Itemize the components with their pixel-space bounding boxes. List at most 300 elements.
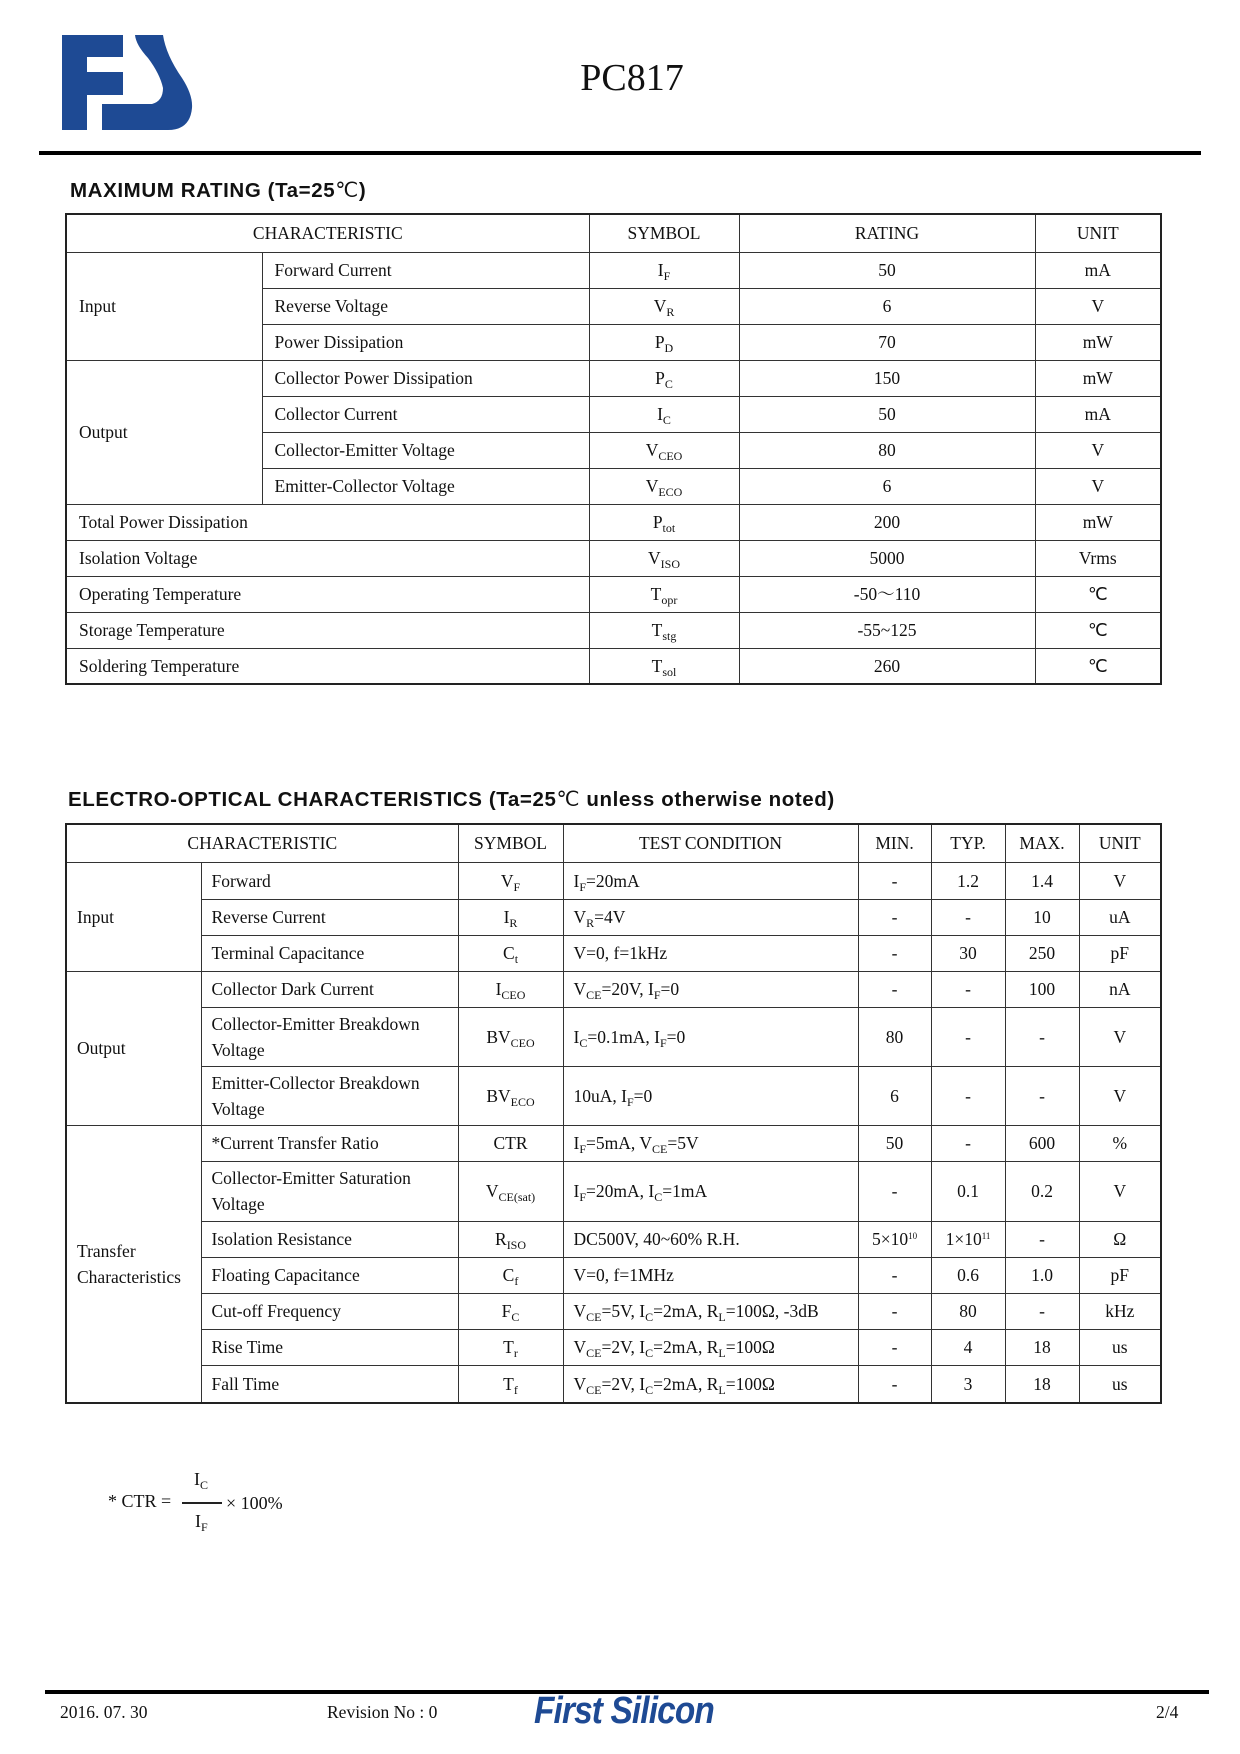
unit-cell: ℃	[1035, 612, 1161, 648]
subscript: F	[579, 879, 587, 894]
min-cell: -	[858, 1161, 931, 1221]
subscript: t	[514, 952, 519, 966]
symbol-cell	[458, 1329, 563, 1365]
rating-cell: -55~125	[739, 612, 1035, 648]
subscript: C	[579, 1035, 588, 1050]
max-rating-heading	[70, 178, 366, 203]
text-segment: I	[495, 979, 502, 999]
subscript: CEO	[510, 1035, 535, 1050]
brand-logo-text: First Silicon	[534, 1690, 714, 1732]
symbol-cell	[589, 468, 739, 504]
subscript: C	[664, 377, 673, 391]
unit-cell: V	[1079, 1066, 1161, 1125]
text-segment: I	[657, 260, 664, 280]
text-segment: CTR	[493, 1133, 528, 1153]
heading-text: ELECTRO-OPTICAL CHARACTERISTICS (Ta=25	[68, 788, 557, 811]
max-cell: -	[1005, 1066, 1079, 1125]
max-cell: 18	[1005, 1329, 1079, 1365]
min-cell: -	[858, 1329, 931, 1365]
subscript: CE	[651, 1142, 668, 1156]
rating-cell: 260	[739, 648, 1035, 684]
rating-cell: 70	[739, 324, 1035, 360]
characteristic-cell: Emitter-Collector Breakdown Voltage	[201, 1066, 458, 1125]
subscript: L	[718, 1310, 726, 1324]
group-label: Output	[66, 360, 262, 504]
typ-cell: -	[931, 1007, 1005, 1066]
text-segment: V	[573, 1301, 587, 1321]
subscript: CEO	[658, 449, 683, 463]
characteristic-cell: Collector Power Dissipation	[262, 360, 589, 396]
symbol-cell	[458, 1125, 563, 1161]
characteristic-cell: Collector-Emitter Breakdown Voltage	[201, 1007, 458, 1066]
footer-page-number: 2/4	[1156, 1702, 1179, 1722]
unit-cell: V	[1079, 862, 1161, 899]
text-segment: =1mA	[662, 1181, 708, 1201]
text-segment: =5V	[667, 1133, 699, 1153]
group-label: Transfer Characteristics	[66, 1125, 201, 1403]
unit-cell: mW	[1035, 324, 1161, 360]
subscript: C	[645, 1310, 654, 1324]
min-cell: 50	[858, 1125, 931, 1161]
text-segment: I	[573, 1133, 580, 1153]
column-header: TEST CONDITION	[563, 824, 858, 862]
subscript: L	[718, 1346, 726, 1360]
table-row	[66, 1007, 1161, 1066]
table-row	[66, 540, 1161, 576]
subscript: f	[513, 1382, 518, 1397]
table-row	[66, 1329, 1161, 1365]
symbol-cell	[589, 252, 739, 288]
group-label: Output	[66, 971, 201, 1125]
symbol-cell	[589, 612, 739, 648]
heading-end: )	[358, 179, 367, 202]
text-segment: BV	[486, 1085, 511, 1106]
text-segment: V	[573, 907, 587, 927]
text-segment: V	[645, 476, 659, 496]
text-segment: =0	[666, 1026, 686, 1047]
test-condition-cell	[563, 1125, 858, 1161]
typ-cell: -	[931, 1125, 1005, 1161]
text-segment: V	[573, 1373, 587, 1394]
text-segment: =2mA, R	[653, 1301, 719, 1321]
subscript: CE	[586, 988, 602, 1002]
characteristic-cell: Reverse Voltage	[262, 288, 589, 324]
text-segment: T	[651, 655, 663, 676]
subscript: L	[718, 1382, 726, 1397]
unit-cell: ℃	[1035, 576, 1161, 612]
rating-cell: 50	[739, 252, 1035, 288]
subscript: F	[201, 1520, 208, 1534]
text-segment: =0	[633, 1085, 653, 1106]
symbol-cell	[458, 1066, 563, 1125]
subscript: F	[653, 988, 661, 1002]
max-rating-table	[65, 213, 1162, 685]
table-row	[66, 1125, 1161, 1161]
text-segment: =2V, I	[601, 1373, 646, 1394]
text-segment: T	[650, 584, 662, 604]
subscript: D	[664, 341, 674, 355]
test-condition-cell	[563, 1293, 858, 1329]
max-cell: 1.4	[1005, 862, 1079, 899]
typ-cell: -	[931, 971, 1005, 1007]
subscript: CE	[586, 1346, 602, 1360]
symbol-cell	[589, 648, 739, 684]
min-cell: 80	[858, 1007, 931, 1066]
text-segment: C	[503, 943, 515, 963]
characteristic-cell: Total Power Dissipation	[66, 504, 589, 540]
min-cell: 6	[858, 1066, 931, 1125]
rating-cell: -50～110	[739, 576, 1035, 612]
column-header: MIN.	[858, 824, 931, 862]
text-segment: I	[573, 1026, 580, 1047]
text-segment: V=0, f=1MHz	[573, 1265, 674, 1285]
max-cell: 0.2	[1005, 1161, 1079, 1221]
table-row	[66, 360, 1161, 396]
max-cell: 10	[1005, 899, 1079, 935]
unit-cell: V	[1035, 468, 1161, 504]
characteristic-cell: Storage Temperature	[66, 612, 589, 648]
unit-cell: nA	[1079, 971, 1161, 1007]
text-segment: =20mA	[586, 870, 640, 891]
page-title: PC817	[580, 57, 684, 99]
max-cell: 1.0	[1005, 1257, 1079, 1293]
subscript: C	[645, 1382, 654, 1397]
subscript: opr	[661, 593, 678, 607]
subscript: C	[662, 413, 671, 427]
min-cell	[858, 1221, 931, 1257]
rating-cell: 80	[739, 432, 1035, 468]
characteristic-cell: Collector Dark Current	[201, 971, 458, 1007]
unit-cell: ℃	[1035, 648, 1161, 684]
footer-revision: Revision No : 0	[327, 1702, 438, 1722]
heading-text: MAXIMUM RATING (Ta=25	[70, 179, 336, 202]
text-segment: BV	[486, 1026, 511, 1047]
text-segment: =0	[660, 979, 680, 999]
characteristic-cell: Fall Time	[201, 1365, 458, 1403]
characteristic-cell: Isolation Voltage	[66, 540, 589, 576]
subscript: tot	[662, 521, 676, 535]
rating-cell: 5000	[739, 540, 1035, 576]
typ-cell: 1.2	[931, 862, 1005, 899]
text-segment: V	[653, 296, 667, 316]
text-segment: T	[503, 1337, 514, 1357]
characteristic-cell: Collector-Emitter Voltage	[262, 432, 589, 468]
unit-cell: mW	[1035, 360, 1161, 396]
text-segment: P	[655, 368, 665, 388]
footer-date: 2016. 07. 30	[60, 1702, 148, 1722]
table-row	[66, 1365, 1161, 1403]
text-segment: V	[645, 440, 659, 460]
text-segment: 10uA, I	[573, 1085, 627, 1106]
symbol-cell	[589, 324, 739, 360]
subscript: R	[666, 305, 675, 319]
unit-cell: Vrms	[1035, 540, 1161, 576]
subscript: C	[511, 1310, 520, 1324]
rating-cell: 200	[739, 504, 1035, 540]
unit-cell: %	[1079, 1125, 1161, 1161]
rating-cell: 6	[739, 468, 1035, 504]
column-header: UNIT	[1079, 824, 1161, 862]
table-row	[66, 576, 1161, 612]
subscript: C	[654, 1190, 663, 1204]
characteristic-cell: Terminal Capacitance	[201, 935, 458, 971]
characteristic-cell: Forward Current	[262, 252, 589, 288]
text-segment: =2mA, R	[653, 1337, 719, 1357]
subscript: ECO	[658, 485, 683, 499]
typ-cell: 0.1	[931, 1161, 1005, 1221]
column-header: CHARACTERISTIC	[66, 214, 589, 252]
text-segment: I	[503, 907, 510, 927]
symbol-cell	[458, 1007, 563, 1066]
column-header: SYMBOL	[589, 214, 739, 252]
text-segment: =20V, I	[601, 979, 654, 999]
max-cell: 100	[1005, 971, 1079, 1007]
subscript: ISO	[660, 557, 680, 571]
subscript: C	[645, 1346, 654, 1360]
typ-cell: 0.6	[931, 1257, 1005, 1293]
max-cell: 18	[1005, 1365, 1079, 1403]
ctr-denominator	[195, 1511, 208, 1532]
characteristic-cell: Cut-off Frequency	[201, 1293, 458, 1329]
min-cell: -	[858, 971, 931, 1007]
symbol-cell	[589, 540, 739, 576]
max-cell: 250	[1005, 935, 1079, 971]
unit-cell: mA	[1035, 396, 1161, 432]
column-header: TYP.	[931, 824, 1005, 862]
subscript: F	[659, 1035, 667, 1050]
min-cell: -	[858, 1365, 931, 1403]
unit-cell: us	[1079, 1365, 1161, 1403]
characteristic-cell: Rise Time	[201, 1329, 458, 1365]
unit-cell: kHz	[1079, 1293, 1161, 1329]
characteristic-cell: Soldering Temperature	[66, 648, 589, 684]
subscript: CE	[586, 1382, 602, 1397]
subscript: R	[586, 916, 595, 930]
subscript: F	[626, 1094, 634, 1109]
typ-cell: 30	[931, 935, 1005, 971]
test-condition-cell	[563, 971, 858, 1007]
symbol-cell	[458, 935, 563, 971]
symbol-cell	[458, 1293, 563, 1329]
characteristic-cell: Emitter-Collector Voltage	[262, 468, 589, 504]
text-segment: V	[573, 979, 587, 999]
subscript: stg	[662, 629, 677, 643]
column-header: MAX.	[1005, 824, 1079, 862]
superscript: 11	[981, 1231, 991, 1241]
table-row	[66, 504, 1161, 540]
test-condition-cell	[563, 935, 858, 971]
text-segment: 1×10	[945, 1229, 982, 1249]
table-row	[66, 612, 1161, 648]
text-segment: P	[652, 512, 663, 532]
text-segment: =100Ω, -3dB	[725, 1301, 819, 1321]
min-cell: -	[858, 862, 931, 899]
characteristic-cell: *Current Transfer Ratio	[201, 1125, 458, 1161]
max-cell: -	[1005, 1007, 1079, 1066]
test-condition-cell	[563, 1221, 858, 1257]
symbol-cell	[589, 360, 739, 396]
test-condition-cell	[563, 1329, 858, 1365]
table-row	[66, 648, 1161, 684]
subscript: f	[514, 1274, 519, 1288]
typ-cell: 3	[931, 1365, 1005, 1403]
table-header-row	[66, 214, 1161, 252]
test-condition-cell	[563, 1066, 858, 1125]
test-condition-cell	[563, 899, 858, 935]
text-segment: =2V, I	[601, 1337, 646, 1357]
unit-cell: us	[1079, 1329, 1161, 1365]
table-row	[66, 1221, 1161, 1257]
symbol-cell	[589, 288, 739, 324]
symbol-cell	[589, 576, 739, 612]
max-cell: -	[1005, 1293, 1079, 1329]
unit-cell: Ω	[1079, 1221, 1161, 1257]
table-row	[66, 1257, 1161, 1293]
characteristic-cell: Collector-Emitter Saturation Voltage	[201, 1161, 458, 1221]
test-condition-cell	[563, 1007, 858, 1066]
characteristic-cell: Isolation Resistance	[201, 1221, 458, 1257]
text-segment: V	[648, 548, 661, 568]
max-cell: 600	[1005, 1125, 1079, 1161]
column-header: RATING	[739, 214, 1035, 252]
table-row	[66, 971, 1161, 1007]
ctr-formula	[108, 1469, 408, 1545]
superscript: 10	[908, 1231, 918, 1241]
column-header: SYMBOL	[458, 824, 563, 862]
text-segment: V	[485, 1181, 499, 1201]
subscript: r	[513, 1346, 518, 1360]
fraction-bar	[182, 1502, 222, 1504]
symbol-cell	[458, 899, 563, 935]
text-segment: V=0, f=1kHz	[573, 943, 668, 963]
text-segment: =0.1mA, I	[587, 1026, 660, 1047]
text-segment: =100Ω	[725, 1337, 775, 1357]
symbol-cell	[458, 1365, 563, 1403]
table-row	[66, 935, 1161, 971]
text-segment: =2mA, R	[653, 1373, 719, 1394]
text-segment: I	[573, 870, 580, 891]
typ-cell: -	[931, 1066, 1005, 1125]
rating-cell: 150	[739, 360, 1035, 396]
subscript: CEO	[501, 988, 526, 1002]
subscript: C	[200, 1478, 209, 1492]
unit-cell: V	[1079, 1007, 1161, 1066]
symbol-cell	[458, 862, 563, 899]
group-label: Input	[66, 862, 201, 971]
subscript: ISO	[506, 1238, 527, 1252]
min-cell: -	[858, 899, 931, 935]
text-segment: =4V	[594, 907, 626, 927]
characteristic-cell: Forward	[201, 862, 458, 899]
text-segment: =100Ω	[725, 1373, 775, 1394]
unit-cell: mA	[1035, 252, 1161, 288]
table-row	[66, 899, 1161, 935]
subscript: ECO	[510, 1094, 535, 1109]
text-segment: T	[651, 620, 663, 640]
text-segment: I	[194, 1469, 200, 1489]
characteristic-cell: Operating Temperature	[66, 576, 589, 612]
heading-end: unless otherwise noted)	[580, 788, 835, 811]
min-cell: -	[858, 1257, 931, 1293]
rating-cell: 50	[739, 396, 1035, 432]
text-segment: C	[502, 1265, 515, 1285]
table-row	[66, 1066, 1161, 1125]
test-condition-cell	[563, 1257, 858, 1293]
symbol-cell	[458, 1221, 563, 1257]
rating-cell: 6	[739, 288, 1035, 324]
column-header: CHARACTERISTIC	[66, 824, 458, 862]
subscript: F	[579, 1142, 587, 1156]
text-segment: I	[657, 404, 663, 424]
text-segment: I	[195, 1511, 201, 1531]
subscript: CE	[586, 1310, 602, 1324]
table-row	[66, 862, 1161, 899]
characteristic-cell: Collector Current	[262, 396, 589, 432]
typ-cell: 80	[931, 1293, 1005, 1329]
header-divider	[39, 151, 1201, 155]
test-condition-cell	[563, 1161, 858, 1221]
column-header: UNIT	[1035, 214, 1161, 252]
symbol-cell	[589, 396, 739, 432]
symbol-cell	[458, 1257, 563, 1293]
text-segment: V	[573, 1337, 587, 1357]
characteristic-cell: Power Dissipation	[262, 324, 589, 360]
test-condition-cell	[563, 862, 858, 899]
typ-cell: -	[931, 899, 1005, 935]
unit-cell: mW	[1035, 504, 1161, 540]
subscript: sol	[662, 664, 677, 679]
text-segment: R	[495, 1229, 507, 1249]
ctr-lhs: * CTR =	[108, 1491, 172, 1511]
text-segment: =5V, I	[601, 1301, 646, 1321]
symbol-cell	[458, 971, 563, 1007]
text-segment: =5mA, V	[586, 1133, 652, 1153]
text-segment: P	[654, 332, 665, 352]
symbol-cell	[589, 504, 739, 540]
table-row	[66, 1293, 1161, 1329]
table-row	[66, 252, 1161, 288]
text-segment: V	[500, 870, 514, 891]
unit-cell: V	[1035, 432, 1161, 468]
unit-cell: V	[1035, 288, 1161, 324]
text-segment: DC500V, 40~60% R.H.	[573, 1229, 740, 1249]
heading-unit: ℃	[556, 788, 581, 811]
subscript: F	[663, 269, 671, 283]
min-cell: -	[858, 1293, 931, 1329]
heading-unit: ℃	[335, 179, 359, 202]
symbol-cell	[589, 432, 739, 468]
electro-optical-table	[65, 823, 1162, 1404]
table-row	[66, 1161, 1161, 1221]
text-segment: I	[573, 1181, 580, 1201]
text-segment: F	[501, 1301, 512, 1321]
min-cell: -	[858, 935, 931, 971]
typ-cell: 4	[931, 1329, 1005, 1365]
typ-cell	[931, 1221, 1005, 1257]
text-segment: 5×10	[871, 1229, 909, 1249]
subscript: F	[579, 1190, 587, 1204]
test-condition-cell	[563, 1365, 858, 1403]
group-label: Input	[66, 252, 262, 360]
ctr-rhs: × 100%	[226, 1493, 283, 1513]
table-header-row	[66, 824, 1161, 862]
unit-cell: V	[1079, 1161, 1161, 1221]
subscript: CE(sat)	[498, 1190, 536, 1204]
unit-cell: pF	[1079, 1257, 1161, 1293]
text-segment: =20mA, I	[586, 1181, 655, 1201]
characteristic-cell: Floating Capacitance	[201, 1257, 458, 1293]
characteristic-cell: Reverse Current	[201, 899, 458, 935]
